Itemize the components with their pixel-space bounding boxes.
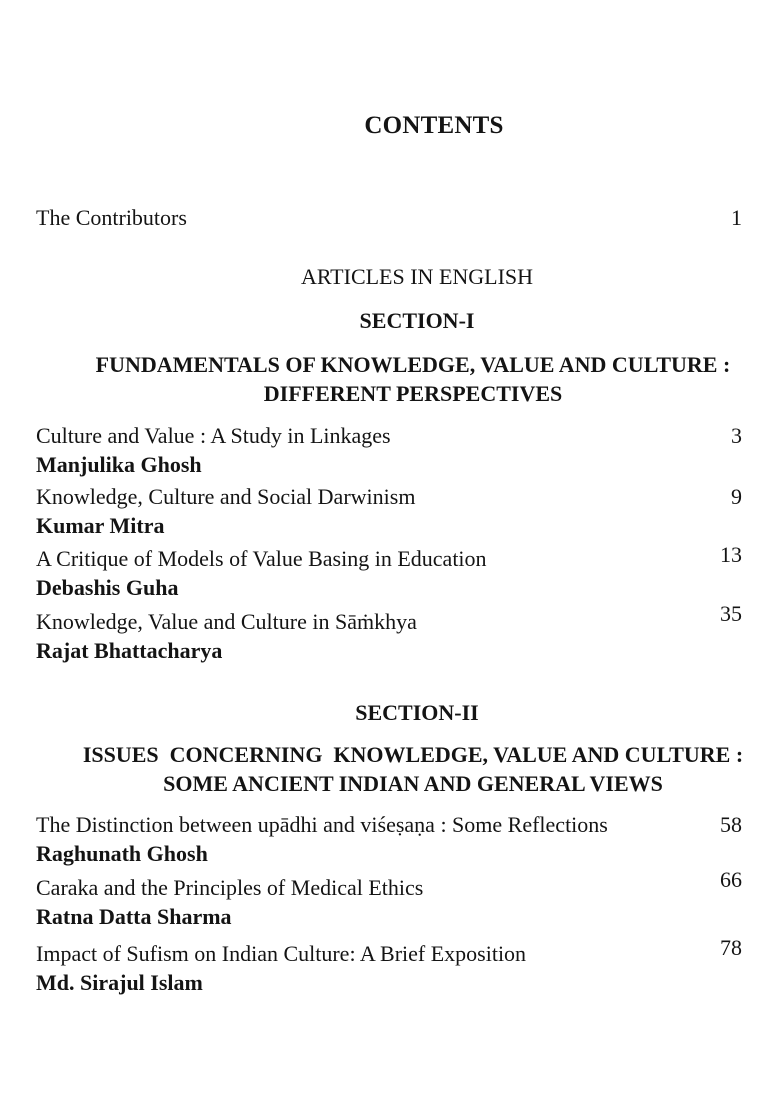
entry-title: The Contributors <box>36 205 187 230</box>
section-heading-line: SOME ANCIENT INDIAN AND GENERAL VIEWS <box>163 771 663 796</box>
entry-title: Knowledge, Culture and Social Darwinism <box>36 484 416 509</box>
entry-row <box>36 601 742 636</box>
entry-title: A Critique of Models of Value Basing in Education <box>36 546 487 571</box>
entry-page-number: 78 <box>720 935 742 960</box>
entry-page-number: 1 <box>731 205 742 230</box>
entry-row <box>36 422 742 450</box>
entry-row <box>36 811 742 839</box>
entry-row <box>36 935 742 968</box>
entry-title: Knowledge, Value and Culture in Sāṁkhya <box>36 609 417 634</box>
entry-author: Md. Sirajul Islam <box>36 970 203 995</box>
entry-page-number: 66 <box>720 867 742 892</box>
toc-entry[interactable] <box>36 542 742 603</box>
entry-author: Ratna Datta Sharma <box>36 904 232 929</box>
page-title: CONTENTS <box>364 112 504 139</box>
entry-title: Culture and Value : A Study in Linkages <box>36 423 391 448</box>
entry-page-number: 35 <box>720 601 742 626</box>
entry-title: Impact of Sufism on Indian Culture: A Brief Exposition <box>36 941 527 966</box>
entry-row <box>36 867 742 902</box>
section-heading-line: ISSUES CONCERNING KNOWLEDGE, VALUE AND CULTURE : <box>82 742 744 767</box>
section-heading-line: FUNDAMENTALS OF KNOWLEDGE, VALUE AND CULTURE : <box>95 352 731 377</box>
entry-author: Raghunath Ghosh <box>36 841 208 866</box>
entry-row <box>36 542 742 573</box>
entry-row <box>36 483 742 511</box>
toc-entry[interactable] <box>36 483 742 541</box>
contributors-entry[interactable] <box>36 204 742 232</box>
entry-page-number: 58 <box>720 812 742 837</box>
section-heading-line: DIFFERENT PERSPECTIVES <box>263 381 563 406</box>
articles-in-english-label: ARTICLES IN ENGLISH <box>300 264 534 289</box>
entry-title: The Distinction between upādhi and viśeṣaṇa : Some Reflections <box>36 812 608 837</box>
section-1-heading <box>0 350 780 408</box>
entry-title: Caraka and the Principles of Medical Ethics <box>36 875 424 900</box>
toc-entry[interactable] <box>36 935 742 998</box>
section-2-heading <box>0 740 780 798</box>
entry-author: Debashis Guha <box>36 575 179 600</box>
entry-page-number: 13 <box>720 542 742 567</box>
entry-author: Manjulika Ghosh <box>36 452 202 477</box>
entry-page-number: 3 <box>731 423 742 448</box>
section-2-label: SECTION-II <box>355 700 479 725</box>
section-1-label: SECTION-I <box>359 308 475 333</box>
toc-entry[interactable] <box>36 601 742 666</box>
entry-row <box>36 204 742 232</box>
toc-entry[interactable] <box>36 867 742 932</box>
entry-author: Kumar Mitra <box>36 513 165 538</box>
entry-page-number: 9 <box>731 484 742 509</box>
entry-author: Rajat Bhattacharya <box>36 638 223 663</box>
toc-entry[interactable] <box>36 811 742 869</box>
toc-entry[interactable] <box>36 422 742 480</box>
